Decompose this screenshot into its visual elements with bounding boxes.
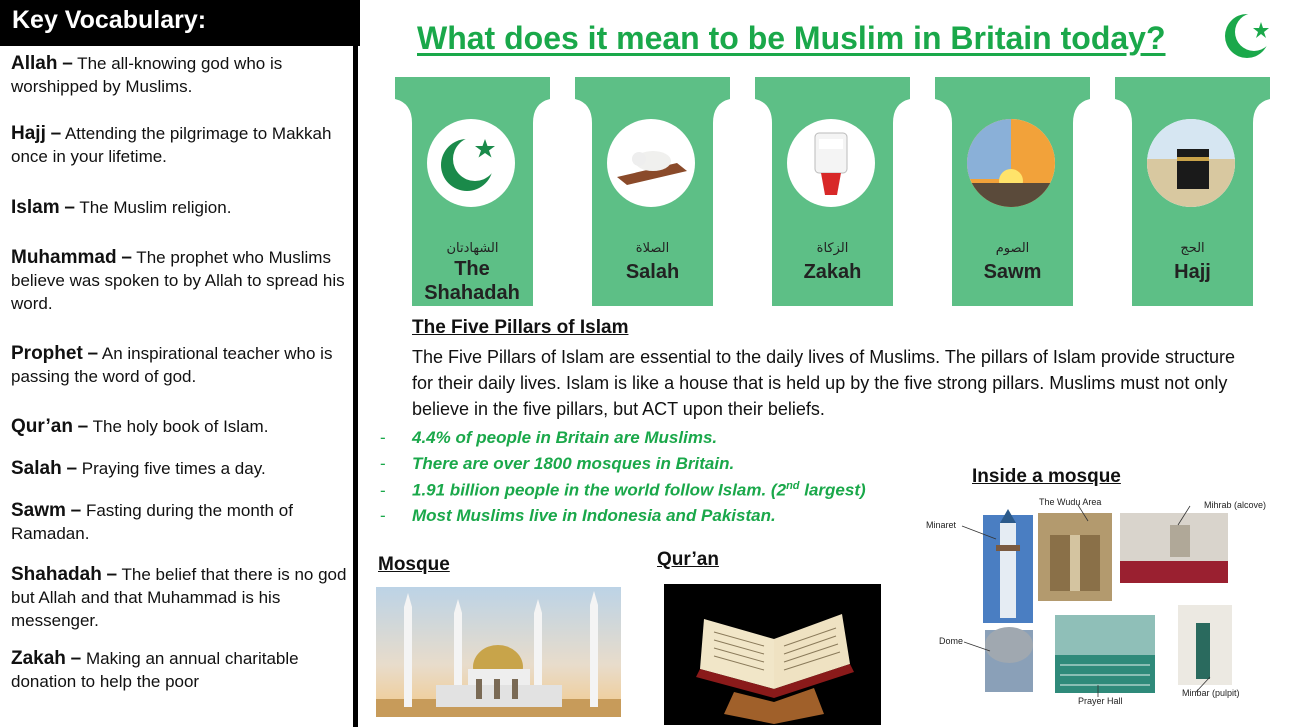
fact-item: - There are over 1800 mosques in Britain. (380, 454, 735, 473)
fact-item: - 4.4% of people in Britain are Muslims. (380, 428, 718, 447)
inside-mosque-label: Inside a mosque (972, 466, 1121, 487)
pillar-card (1115, 77, 1270, 306)
vocab-item (11, 415, 347, 438)
vocab-term: Hajj (11, 123, 46, 144)
crescent-star-icon (1222, 8, 1276, 62)
vocab-dash: – (106, 564, 118, 585)
vocab-definition: Praying five times a day. (77, 459, 266, 478)
pillar-arabic: الزكاة (816, 241, 849, 256)
inside-mosque-diagram (920, 495, 1267, 710)
vocab-term: Islam (11, 197, 60, 218)
quran-label: Qur’an (657, 549, 719, 570)
vocab-dash: – (70, 648, 82, 669)
vocab-item (11, 246, 347, 315)
crescent-star-icon (427, 119, 515, 207)
pillar-arabic: الصوم (995, 241, 1030, 256)
vocab-dash: – (50, 123, 62, 144)
vocab-term: Salah (11, 458, 62, 479)
vocab-item (11, 499, 347, 545)
vocab-item (11, 342, 347, 388)
wudu-label: The Wudu Area (1039, 497, 1102, 507)
donation-box-icon (787, 119, 875, 207)
vocab-term: Qur’an (11, 416, 73, 437)
vocab-definition: The belief that there is no god but Allah and that Muhammad is his messenger. (11, 565, 347, 630)
vocabulary-panel (0, 0, 358, 727)
vocab-dash: – (64, 197, 75, 218)
vocab-dash: – (77, 416, 89, 437)
vocab-term: Shahadah (11, 564, 102, 585)
pillar-card (395, 77, 550, 306)
mihrab-label: Mihrab (alcove) (1204, 500, 1267, 510)
vocab-definition: The Muslim religion. (74, 198, 232, 217)
kaaba-icon (1147, 119, 1235, 207)
vocab-item (11, 122, 347, 168)
vocab-dash: – (66, 458, 78, 479)
vocab-term: Prophet (11, 343, 83, 364)
minbar-label: Minbar (pulpit) (1182, 688, 1240, 698)
vocabulary-header: Key Vocabulary: (0, 0, 360, 46)
prayer-hall-label: Prayer Hall (1078, 696, 1123, 706)
pillar-arabic: الصلاة (635, 241, 670, 256)
pillar-card (575, 77, 730, 306)
pillar-card (755, 77, 910, 306)
vocab-dash: – (70, 500, 82, 521)
minaret-label: Minaret (926, 520, 957, 530)
prayer-mat-icon (607, 119, 695, 207)
pillar-arabic: الحج (1180, 241, 1205, 256)
vocab-definition: Fasting during the month of Ramadan. (11, 501, 293, 543)
vocab-definition: The all-knowing god who is worshipped by Muslims. (11, 54, 283, 96)
vocab-term: Muhammad (11, 247, 117, 268)
fact-item: - Most Muslims live in Indonesia and Pakistan. (380, 506, 776, 525)
vocab-item (11, 563, 347, 632)
vocab-item (11, 647, 347, 693)
pillar-arabic: الشهادتان (446, 241, 499, 256)
vocab-definition: The prophet who Muslims believe was spoken to by Allah to spread his word. (11, 248, 345, 313)
page-title: What does it mean to be Muslim in Britain today? (417, 20, 1166, 56)
sun-icon (967, 119, 1055, 207)
pillar-name: Salah (625, 261, 680, 283)
pillar-name: Zakah (803, 261, 862, 283)
vocab-definition: An inspirational teacher who is passing the word of god. (11, 344, 333, 386)
vocab-definition: Making an annual charitable donation to help the poor (11, 649, 299, 691)
fact-item: - 1.91 billion people in the world follow Islam. (2nd largest) (380, 480, 866, 500)
vocab-term: Sawm (11, 500, 66, 521)
vocab-dash: – (62, 53, 73, 74)
mosque-image (376, 587, 621, 717)
vocab-term: Allah (11, 53, 58, 74)
mosque-label: Mosque (378, 554, 450, 575)
pillar-name: The Shahadah (424, 258, 520, 304)
pillar-name: Hajj (1174, 261, 1211, 283)
vocab-term: Zakah (11, 648, 66, 669)
vocab-item (11, 52, 347, 98)
vocab-item (11, 196, 347, 219)
vocab-dash: – (121, 247, 132, 268)
pillar-card (935, 77, 1090, 306)
vocab-dash: – (87, 343, 99, 364)
five-pillars-heading: The Five Pillars of Islam (412, 317, 629, 338)
five-pillars-paragraph: The Five Pillars of Islam are essential to the daily lives of Muslims. The pillars of Islam provide structure for their daily lives. Islam is like a house that is held up by the five strong pillars. Muslims must not only believe in the five pillars, but ACT upon their beliefs. (412, 347, 1235, 419)
vocab-definition: Attending the pilgrimage to Makkah once in your lifetime. (11, 124, 332, 166)
vocab-definition: The holy book of Islam. (88, 417, 269, 436)
pillar-name: Sawm (983, 261, 1042, 283)
quran-image (664, 584, 881, 725)
dome-label: Dome (939, 636, 964, 646)
vocab-item (11, 457, 347, 480)
